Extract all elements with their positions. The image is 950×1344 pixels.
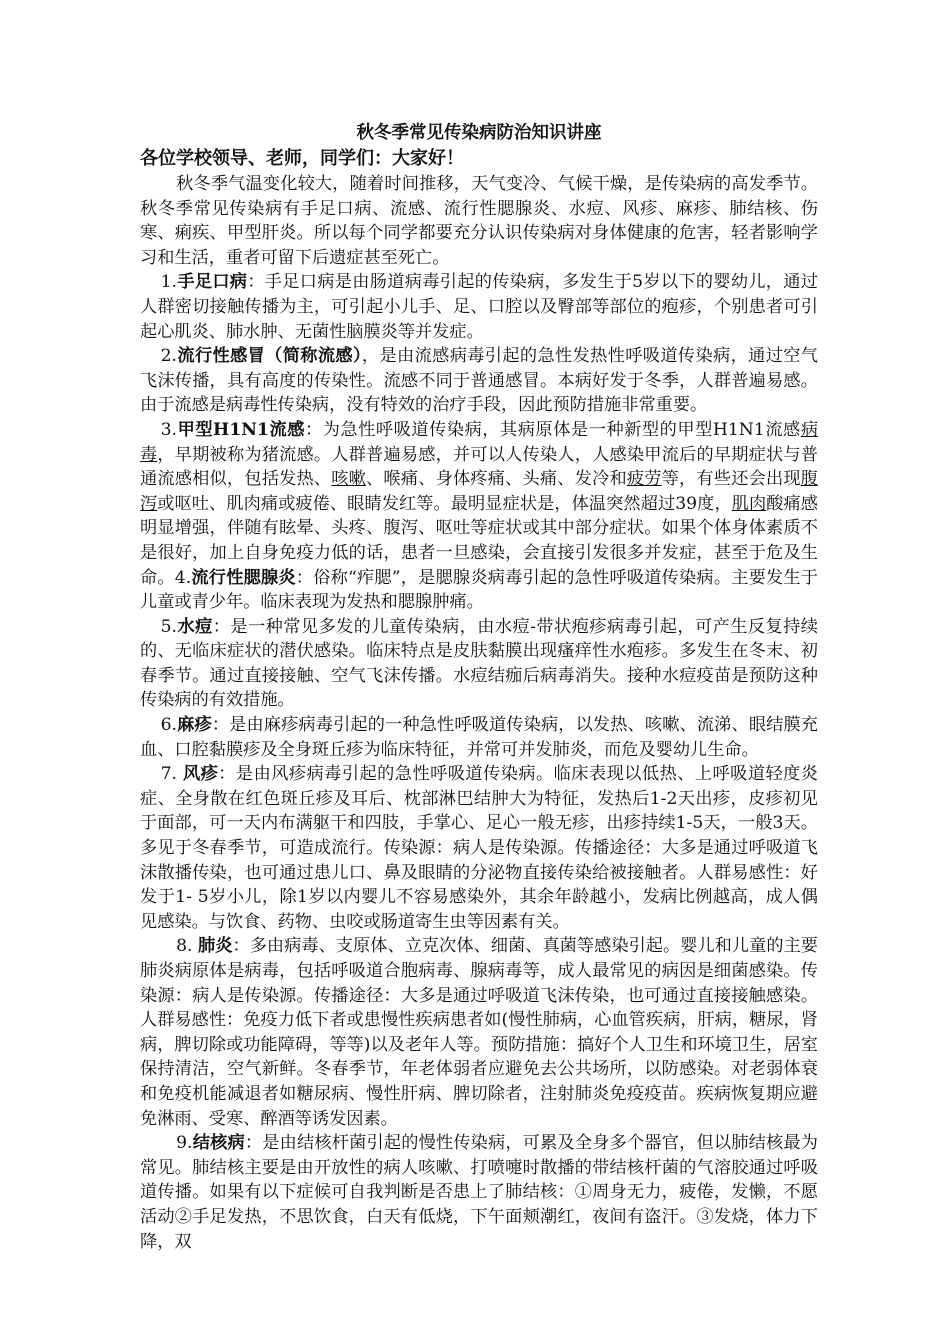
section-number: 6. bbox=[160, 715, 178, 736]
document-title: 秋冬季常见传染病防治知识讲座 bbox=[356, 123, 602, 143]
section-heading: 流行性感冒（简称流感） bbox=[177, 346, 362, 367]
section-influenza bbox=[140, 344, 818, 418]
section-text: ：为急性呼吸道传染病，其病原体是一种新型的甲型H1N1流感 bbox=[304, 419, 801, 440]
section-heading: 流行性腮腺炎 bbox=[191, 567, 296, 588]
section-text: ：是由风疹病毒引起的急性呼吸道传染病。临床表现以低热、上呼吸道轻度炎症、全身散在红色斑丘疹及耳后、枕部淋巴结肿大为特征，发热后1-2天出疹，皮疹初见于面部，可一天内布满躯干和四肢，手掌心、足心一般无疹，出疹持续1-5天，一般3天。多见于冬春季节，可造成流行。传染源：病人是传染源。传播途径：大多是通过呼吸道飞沫散播传染，也可通过患儿口、鼻及眼睛的分泌物直接传染给被接触者。人群易感性：好发于1- 5岁小儿，除1岁以内婴儿不容易感染外，其余年龄越小，发病比例越高，成人偶见感染。与饮食、药物、虫咬或肠道寄生虫等因素有关。 bbox=[140, 764, 818, 932]
section-number: 3. bbox=[160, 419, 178, 440]
section-text: ：是一种常见多发的儿童传染病，由水痘-带状疱疹病毒引起，可产生反复持续的、无临床症状的潜伏感染。临床特点是皮肤黏膜出现瘙痒性水疱疹。多发生在冬末、初春季节。通过直接接触、空气飞沫传播。水痘结痂后病毒消失。接种水痘疫苗是预防这种传染病的有效措施。 bbox=[140, 616, 818, 711]
link-diarrhea[interactable]: 腹泻 bbox=[140, 469, 818, 514]
section-text: ，是由流感病毒引起的急性发热性呼吸道传染病，通过空气飞沫传播，具有高度的传染性。流感不同于普通感冒。本病好发于冬季，人群普遍易感。由于流感是病毒性传染病，没有特效的治疗手段，因此预防措施非常重要。 bbox=[140, 346, 818, 416]
section-h1n1 bbox=[140, 418, 818, 615]
section-hand-foot-mouth bbox=[140, 270, 818, 344]
section-measles bbox=[140, 713, 818, 762]
section-heading: 肺炎 bbox=[198, 936, 233, 957]
section-text: ：手足口病是由肠道病毒引起的传染病，多发生于5岁以下的婴幼儿，通过人群密切接触传播为主，可引起小儿手、足、口腔以及臀部等部位的疱疹，个别患者可引起心肌炎、肺水肿、无菌性脑膜炎等并发症。 bbox=[140, 272, 818, 342]
section-chickenpox bbox=[140, 615, 818, 713]
section-text: 、喉痛、身体疼痛、头痛、发冷和 bbox=[366, 469, 627, 490]
section-heading: 甲型H1N1流感 bbox=[177, 419, 305, 440]
section-heading: 结核病 bbox=[192, 1133, 245, 1154]
link-muscle[interactable]: 肌肉 bbox=[731, 493, 767, 514]
section-text: 等，有些还会出现 bbox=[661, 469, 801, 490]
section-heading: 水痘 bbox=[177, 616, 213, 637]
section-tuberculosis bbox=[140, 1131, 818, 1254]
intro-paragraph: 秋冬季气温变化较大，随着时间推移，天气变冷、气候干燥，是传染病的高发季节。秋冬季常见传染病有手足口病、流感、流行性腮腺炎、水痘、风疹、麻疹、肺结核、伤寒、痢疾、甲型肝炎。所以每个同学都要充分认识传染病对身体健康的危害，轻者影响学习和生活，重者可留下后遗症甚至死亡。 bbox=[140, 174, 818, 268]
section-number: 4. bbox=[174, 567, 192, 588]
section-number: 2. bbox=[160, 346, 178, 367]
section-text: ，早期被称为猪流感。人群普遍易感，并可以人传染人，人感染甲流后的早期症状与普通流感相似，包括发热、 bbox=[140, 444, 818, 490]
section-text: 酸痛感明显增强，伴随有眩晕、头疼、腹泻、呕吐等症状或其中部分症状。如果个体身体素质不是很好，加上自身免疫力低的话，患者一旦感染，会直接引发很多并发症，甚至于危及生命。 bbox=[140, 493, 818, 588]
link-fatigue[interactable]: 疲劳 bbox=[626, 469, 662, 490]
document-page bbox=[140, 120, 818, 1254]
section-text: ：是由结核杆菌引起的慢性传染病，可累及全身多个器官，但以肺结核最为常见。肺结核主要是由开放性的病人咳嗽、打喷嚏时散播的带结核杆菌的气溶胶通过呼吸道传播。如果有以下症候可自我判断是否患上了肺结核：①周身无力，疲倦，发懒，不愿活动②手足发热，不思饮食，白天有低烧，下午面颊潮红，夜间有盗汗。③发烧，体力下降，双 bbox=[140, 1133, 818, 1252]
section-rubella bbox=[140, 762, 818, 934]
section-text: 或呕吐、肌肉痛或疲倦、眼睛发红等。最明显症状是，体温突然超过39度， bbox=[157, 493, 732, 514]
section-heading: 风疹 bbox=[182, 764, 219, 785]
section-number: 5. bbox=[160, 616, 178, 637]
link-virus[interactable]: 病毒 bbox=[140, 419, 819, 465]
section-number: 9. bbox=[176, 1133, 193, 1154]
section-text: ：是由麻疹病毒引起的一种急性呼吸道传染病，以发热、咳嗽、流涕、眼结膜充血、口腔黏膜疹及全身斑丘疹为临床特征，并常可并发肺炎，而危及婴幼儿生命。 bbox=[140, 715, 818, 760]
section-heading: 麻疹 bbox=[177, 715, 212, 736]
link-cough[interactable]: 咳嗽 bbox=[331, 469, 367, 490]
section-heading: 手足口病 bbox=[177, 272, 248, 293]
section-text: ：俗称“痄腮”，是腮腺炎病毒引起的急性呼吸道传染病。主要发生于儿童或青少年。临床表现为发热和腮腺肿痛。 bbox=[140, 567, 818, 613]
section-pneumonia bbox=[140, 934, 818, 1131]
section-number: 1. bbox=[160, 272, 178, 293]
section-number: 7. bbox=[160, 764, 183, 785]
section-number: 8. bbox=[176, 936, 199, 957]
greeting: 各位学校领导、老师，同学们：大家好！ bbox=[140, 148, 464, 169]
section-text: ：多由病毒、支原体、立克次体、细菌、真菌等感染引起。婴儿和儿童的主要肺炎病原体是病毒，包括呼吸道合胞病毒、腺病毒等，成人最常见的病因是细菌感染。传染源：病人是传染源。传播途径：大多是通过呼吸道飞沫传染，也可通过直接接触感染。人群易感性：免疫力低下者或患慢性疾病患者如(慢性肺病，心血管疾病，肝病，糖尿，肾病，脾切除或功能障碍，等等)以及老年人等。预防措施：搞好个人卫生和环境卫生，居室保持清洁，空气新鲜。冬春季节，年老体弱者应避免去公共场所，以防感染。对老弱体衰和免疫机能减退者如糖尿病、慢性肝病、脾切除者，注射肺炎免疫疫苗。疾病恢复期应避免淋雨、受寒、醉酒等诱发因素。 bbox=[140, 936, 818, 1129]
